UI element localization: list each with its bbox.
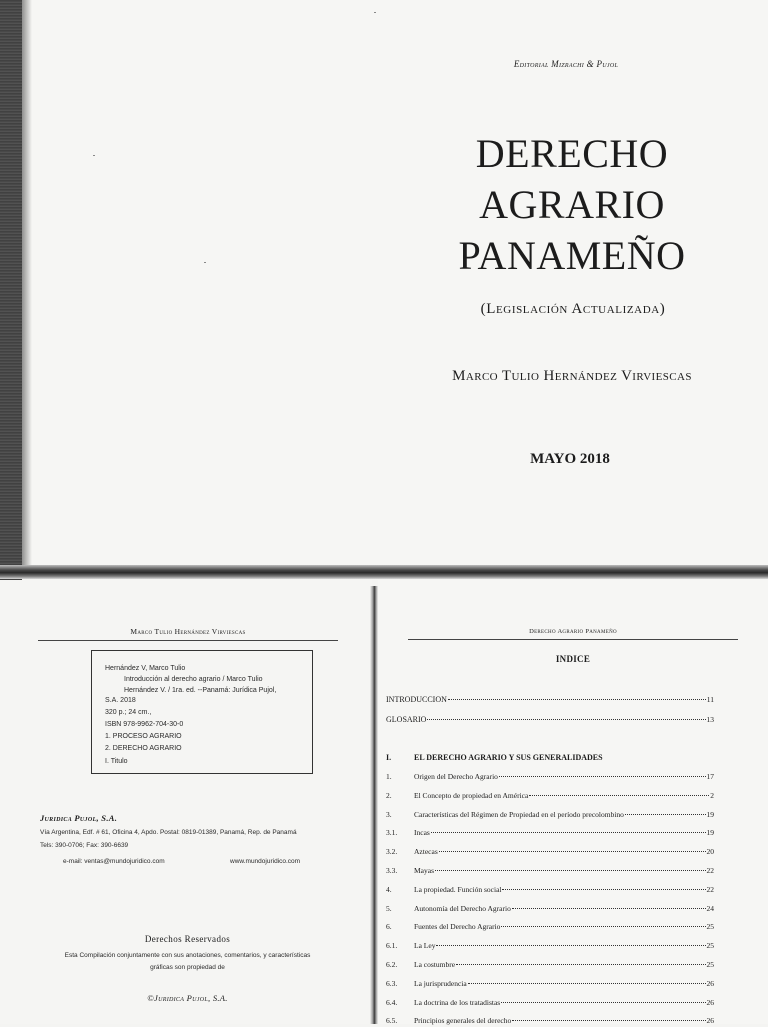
toc-entry — [386, 809, 714, 821]
publisher-website: www.mundojuridico.com — [230, 858, 301, 865]
rights-text-line: gráficas son propiedad de — [150, 964, 225, 971]
toc-entry — [386, 694, 714, 706]
title-line-2: AGRARIO — [479, 182, 665, 227]
toc-leader — [448, 693, 706, 700]
copyright-notice: ©Juridica Pujol, S.A. — [147, 993, 228, 1003]
title-line-3: PANAMEÑO — [458, 233, 686, 278]
toc-page-number: 25 — [706, 941, 714, 951]
toc-label: Incas — [414, 828, 430, 838]
toc-section-number: I. — [386, 753, 392, 762]
toc-leader — [625, 808, 706, 815]
catalog-line: I. Titulo — [105, 758, 128, 765]
publisher-line: Editorial Mizrachi & Pujol — [513, 59, 619, 69]
catalog-line: Introducción al derecho agrario / Marco Tulio — [124, 676, 263, 683]
catalog-line: Hernández V, Marco Tulio — [105, 665, 186, 672]
toc-page-number: 19 — [706, 809, 714, 819]
toc-page-number: 25 — [706, 960, 714, 969]
toc-entry — [386, 827, 714, 839]
toc-entry — [386, 790, 714, 802]
toc-label: La doctrina de los tratadistas — [414, 997, 501, 1007]
scan-speck — [374, 12, 376, 13]
catalog-record-box — [91, 650, 313, 774]
index-page — [378, 580, 768, 1024]
scan-separator-bar — [0, 565, 768, 579]
toc-leader — [512, 1014, 705, 1021]
toc-number: 4. — [386, 884, 392, 894]
toc-leader — [436, 939, 705, 946]
toc-number: 1. — [386, 772, 392, 781]
toc-label: INTRODUCCION — [386, 695, 447, 704]
toc-entry — [386, 714, 714, 726]
toc-page-number: 26 — [706, 997, 714, 1007]
header-rule — [408, 639, 738, 640]
book-gutter — [370, 586, 378, 1024]
toc-number: 6.5. — [386, 1016, 398, 1026]
toc-page-number: 22 — [706, 884, 714, 894]
toc-label: Características del Régimen de Propiedad en el período precolombino — [414, 809, 624, 819]
toc-page-number: 26 — [706, 978, 714, 988]
toc-label: Origen del Derecho Agrario — [414, 772, 498, 781]
toc-leader — [502, 883, 705, 890]
toc-entry — [386, 959, 714, 971]
scan-speck — [204, 262, 206, 263]
toc-leader — [435, 864, 706, 871]
rights-text-line: Esta Compilación conjuntamente con sus anotaciones, comentarios, y características — [64, 952, 311, 959]
copyright-page — [0, 580, 372, 1024]
toc-leader — [427, 713, 705, 720]
toc-section-label: EL DERECHO AGRARIO Y SUS GENERALIDADES — [414, 753, 603, 762]
toc-page-number: 26 — [706, 1016, 714, 1026]
toc-leader — [529, 789, 709, 796]
toc-leader — [501, 920, 705, 927]
toc-label: Principios generales del derecho — [414, 1016, 512, 1026]
catalog-line: 320 p.; 24 cm., — [105, 709, 152, 716]
toc-leader — [512, 902, 706, 909]
toc-page-number: 17 — [706, 772, 714, 781]
toc-page-number: 13 — [706, 715, 714, 724]
toc-label: Autonomía del Derecho Agrario — [414, 903, 511, 913]
toc-page-number: 11 — [706, 695, 714, 704]
toc-number: 3. — [386, 809, 392, 819]
toc-label: La propiedad. Función social — [414, 884, 502, 894]
toc-entry — [386, 903, 714, 915]
toc-leader — [468, 977, 706, 984]
toc-label: La Ley — [414, 941, 436, 951]
header-rule — [38, 640, 338, 641]
catalog-line: 1. PROCESO AGRARIO — [105, 733, 182, 740]
toc-page-number: 2 — [710, 790, 714, 800]
page-edge-shadow — [0, 0, 22, 580]
toc-page-number: 22 — [706, 866, 714, 875]
toc-number: 2. — [386, 790, 392, 800]
toc-page-number: 19 — [706, 828, 714, 838]
toc-leader — [501, 996, 705, 1003]
toc-label: El Concepto de propiedad en América — [414, 790, 529, 800]
book-author: Marco Tulio Hernández Virviescas — [452, 368, 692, 384]
toc-leader — [456, 958, 705, 965]
toc-leader — [431, 826, 706, 833]
toc-leader — [439, 845, 706, 852]
toc-entry — [386, 884, 714, 896]
book-subtitle: (Legislación Actualizada) — [480, 301, 666, 317]
toc-entry — [386, 978, 714, 990]
publication-date: MAYO 2018 — [530, 451, 610, 467]
catalog-line: Hernández V. / 1ra. ed. --Panamá: Jurídica Pujol, — [124, 687, 277, 694]
toc-section-heading — [386, 753, 714, 762]
toc-label: Mayas — [414, 866, 434, 875]
running-header: Derecho Agrario Panameño — [529, 628, 617, 635]
toc-number: 3.1. — [386, 828, 398, 838]
publisher-name: Juridica Pujol, S.A. — [40, 813, 118, 823]
toc-label: Fuentes del Derecho Agrario — [414, 922, 501, 932]
catalog-line: S.A. 2018 — [105, 697, 136, 704]
toc-page-number: 25 — [706, 922, 714, 932]
page-edge-shadow-fade — [22, 0, 32, 576]
catalog-line: ISBN 978-9962-704-30-0 — [105, 721, 184, 728]
rights-text — [40, 950, 335, 974]
publisher-phones: Tels: 390-0706; Fax: 390-6639 — [40, 842, 129, 849]
toc-entry — [386, 865, 714, 877]
catalog-line: 2. DERECHO AGRARIO — [105, 745, 182, 752]
toc-number: 6. — [386, 922, 392, 932]
toc-label: La costumbre — [414, 960, 456, 969]
toc-number: 6.2. — [386, 960, 398, 969]
toc-entry — [386, 921, 714, 933]
toc-entry — [386, 846, 714, 858]
toc-page-number: 24 — [706, 903, 714, 913]
toc-number: 6.1. — [386, 941, 398, 951]
title-line-1: DERECHO — [475, 131, 669, 176]
publisher-address: Vía Argentina, Edf. # 61, Oficina 4, Apdo. Postal: 0819-01389, Panamá, Rep. de Panamá — [40, 829, 297, 836]
toc-number: 5. — [386, 903, 392, 913]
toc-entry — [386, 940, 714, 952]
toc-label: La jurisprudencia — [414, 978, 467, 988]
running-header: Marco Tulio Hernández Virviescas — [130, 627, 246, 636]
book-title — [452, 128, 692, 281]
publisher-email: e-mail: ventas@mundojuridico.com — [63, 858, 165, 865]
rights-title: Derechos Reservados — [144, 934, 231, 944]
toc-entry — [386, 997, 714, 1009]
toc-number: 3.2. — [386, 847, 398, 857]
scan-speck — [93, 155, 95, 156]
toc-label: Aztecas — [414, 847, 438, 857]
toc-label: GLOSARIO — [386, 715, 427, 724]
toc-entry — [386, 771, 714, 783]
toc-entry — [386, 1015, 714, 1027]
toc-page-number: 20 — [706, 847, 714, 857]
toc-leader — [499, 770, 706, 777]
toc-number: 3.3. — [386, 866, 398, 875]
index-title: INDICE — [555, 654, 591, 664]
toc-number: 6.4. — [386, 997, 398, 1007]
toc-number: 6.3. — [386, 978, 398, 988]
